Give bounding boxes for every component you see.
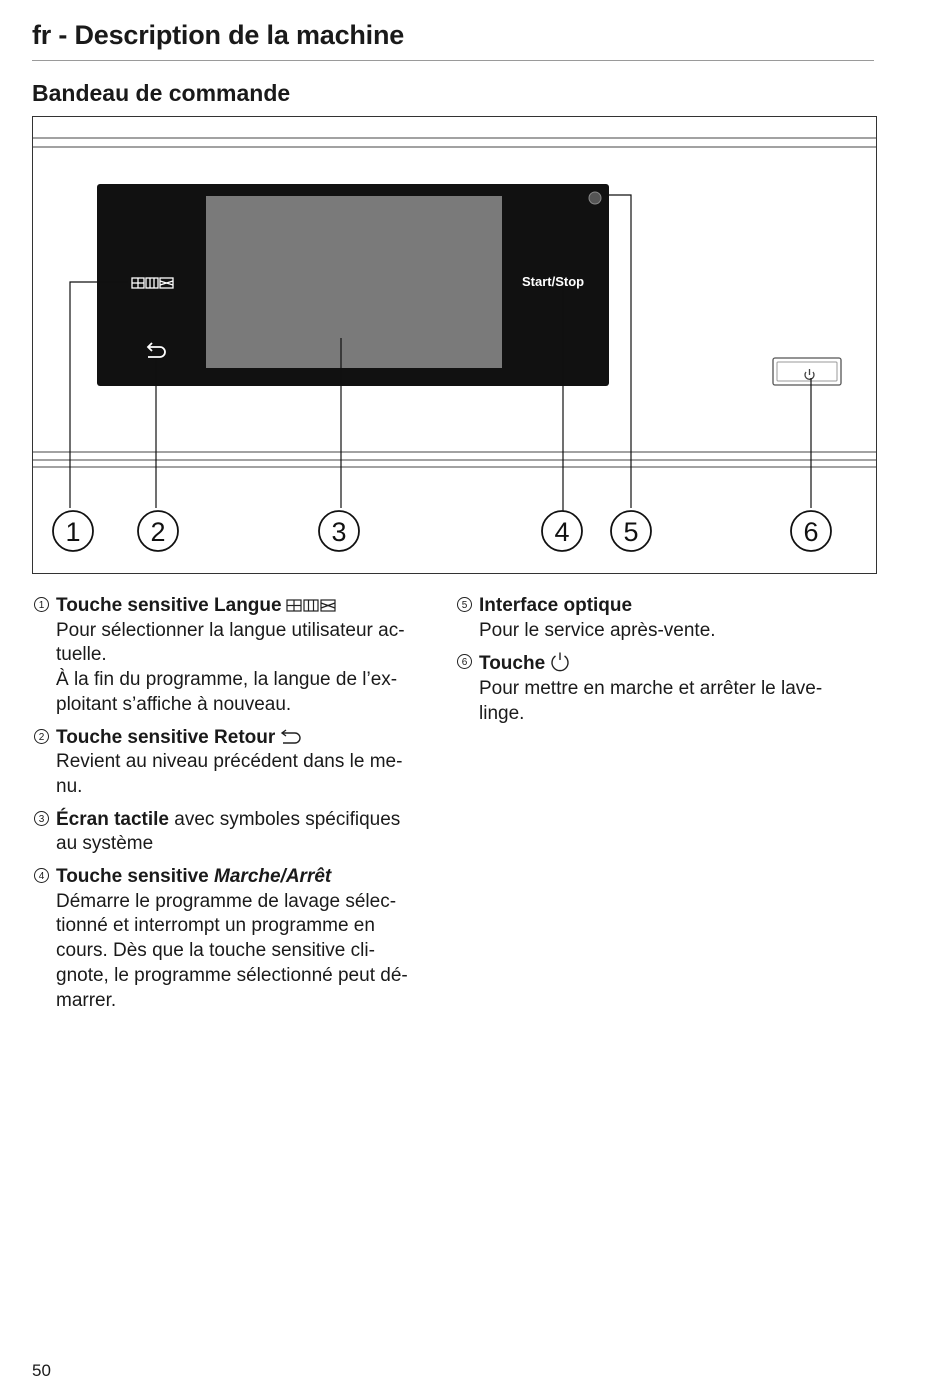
item-optical-interface [457,594,877,643]
optical-interface-dot [589,192,601,204]
item-heading: Touche [479,653,546,675]
callout-number-1: 1 [65,517,81,547]
page-title: fr - Description de la machine [32,20,405,50]
item-start-stop-key [34,865,449,1013]
item-description-line: À la fin du programme, la langue de l’ex- [56,669,398,691]
item-description-line: linge. [479,702,525,724]
callout-number-5: 5 [623,517,639,547]
item-number: 4 [34,868,49,883]
item-heading: Touche sensitive [56,866,215,888]
start-stop-label: Start/Stop [522,274,585,289]
language-flags-icon [286,598,336,613]
item-description-line: cours. Dès que la touche sensitive cli- [56,940,375,962]
item-number: 3 [34,811,49,826]
touch-screen [206,196,502,368]
callout-number-3: 3 [331,517,347,547]
item-description-line: ploitant s’affiche à nouveau. [56,693,292,715]
item-description-line: nu. [56,775,83,797]
page-number: 50 [32,1361,51,1380]
item-description-line: gnote, le programme sélectionné peut dé- [56,964,408,986]
item-number: 1 [34,597,49,612]
item-language-key [34,594,449,718]
title-divider [32,60,874,61]
item-description-line: tuelle. [56,644,107,666]
item-power-key [457,651,877,726]
control-panel-diagram [32,116,877,574]
item-description-line: marrer. [56,989,117,1011]
item-heading-italic: Marche/Arrêt [214,866,332,888]
item-description-line: Revient au niveau précédent dans le me- [56,751,403,773]
item-description-line: Pour mettre en marche et arrêter le lave- [479,678,823,700]
item-description-line: Pour le service après-vente. [479,619,716,641]
item-back-key [34,726,449,800]
item-number: 5 [457,597,472,612]
item-description-line: Pour sélectionner la langue utilisateur ac- [56,619,405,641]
power-icon [549,651,571,673]
callout-number-6: 6 [803,517,819,547]
item-number: 6 [457,654,472,669]
callout-number-4: 4 [554,517,570,547]
item-description-line: tionné et interrompt un programme en [56,915,375,937]
callout-number-2: 2 [150,517,166,547]
item-heading: Écran tactile [56,808,169,830]
back-arrow-icon [279,729,303,745]
item-description-line: Démarre le programme de lavage sélec- [56,890,397,912]
item-heading: Interface optique [479,595,633,616]
item-heading: Touche sensitive Langue [56,595,282,616]
item-number: 2 [34,729,49,744]
power-button [773,358,841,385]
description-column-right [457,594,877,735]
item-description-line: au système [56,833,154,855]
description-column-left [34,594,449,1021]
item-touch-screen [34,808,449,857]
item-heading: Touche sensitive Retour [56,726,276,748]
section-title: Bandeau de commande [32,80,291,106]
item-heading-rest: avec symboles spécifiques [169,808,401,830]
